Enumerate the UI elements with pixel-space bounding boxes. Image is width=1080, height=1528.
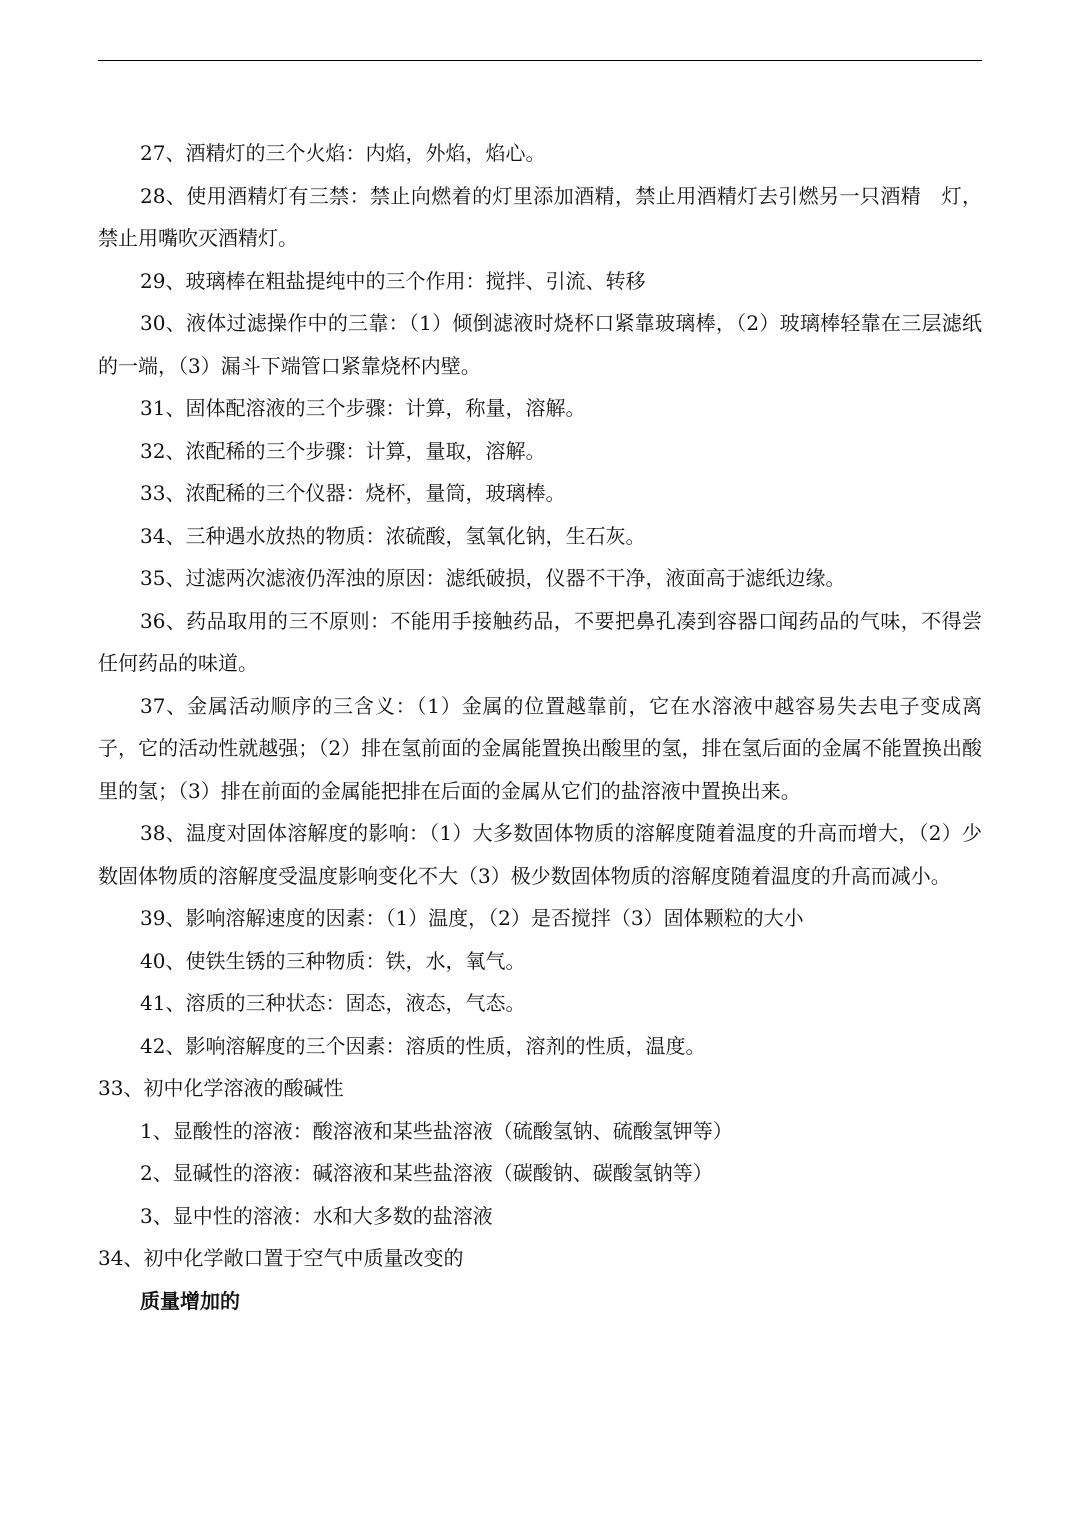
paragraph-38: 38、温度对固体溶解度的影响：（1）大多数固体物质的溶解度随着温度的升高而增大，（2）少数固体物质的溶解度受温度影响变化不大（3）极少数固体物质的溶解度随着温度的升高而减小。 [98, 821, 982, 888]
paragraph-31: 31、固体配溶液的三个步骤：计算，称量，溶解。 [140, 396, 586, 420]
subheading-mass-increase: 质量增加的 [140, 1288, 240, 1313]
section-heading-acid-base: 33、初中化学溶液的酸碱性 [98, 1076, 344, 1100]
paragraph-36: 36、药品取用的三不原则：不能用手接触药品，不要把鼻孔凑到容器口闻药品的气味，不得尝任何药品的味道。 [98, 608, 982, 675]
paragraph-39: 39、影响溶解速度的因素：（1）温度，（2）是否搅拌（3）固体颗粒的大小 [140, 906, 804, 930]
paragraph-29: 29、玻璃棒在粗盐提纯中的三个作用：搅拌、引流、转移 [140, 268, 646, 293]
list-item-basic: 2、显碱性的溶液：碱溶液和某些盐溶液（碳酸钠、碳酸氢钠等） [140, 1161, 713, 1185]
paragraph-27: 27、酒精灯的三个火焰：内焰，外焰，焰心。 [140, 141, 546, 165]
paragraph-37: 37、金属活动顺序的三含义：（1）金属的位置越靠前，它在水溶液中越容易失去电子变成离子，它的活动性就越强；（2）排在氢前面的金属能置换出酸里的氢，排在氢后面的金属不能置换出酸里的氢；（3）排在前面的金属能把排在后面的金属从它们的盐溶液中置换出来。 [98, 693, 982, 803]
paragraph-41: 41、溶质的三种状态：固态，液态，气态。 [140, 991, 526, 1015]
document-body [98, 132, 982, 1322]
paragraph-40: 40、使铁生锈的三种物质：铁，水，氧气。 [140, 948, 526, 973]
paragraph-28: 28、使用酒精灯有三禁：禁止向燃着的灯里添加酒精，禁止用酒精灯去引燃另一只酒精 灯，禁止用嘴吹灭酒精灯。 [98, 183, 982, 250]
paragraph-42: 42、影响溶解度的三个因素：溶质的性质，溶剂的性质，温度。 [140, 1033, 706, 1058]
paragraph-32: 32、浓配稀的三个步骤：计算，量取，溶解。 [140, 438, 546, 463]
section-heading-mass-change: 34、初中化学敞口置于空气中质量改变的 [98, 1246, 464, 1270]
paragraph-35: 35、过滤两次滤液仍浑浊的原因：滤纸破损，仪器不干净，液面高于滤纸边缘。 [140, 566, 846, 590]
paragraph-33: 33、浓配稀的三个仪器：烧杯，量筒，玻璃棒。 [140, 481, 566, 505]
paragraph-30: 30、液体过滤操作中的三靠：（1）倾倒滤液时烧杯口紧靠玻璃棒，（2）玻璃棒轻靠在三层滤纸的一端，（3）漏斗下端管口紧靠烧杯内壁。 [98, 311, 982, 378]
list-item-neutral: 3、显中性的溶液：水和大多数的盐溶液 [140, 1203, 493, 1228]
header-rule [98, 60, 982, 61]
paragraph-34: 34、三种遇水放热的物质：浓硫酸，氢氧化钠，生石灰。 [140, 523, 646, 548]
list-item-acidic: 1、显酸性的溶液：酸溶液和某些盐溶液（硫酸氢钠、硫酸氢钾等） [140, 1118, 733, 1143]
